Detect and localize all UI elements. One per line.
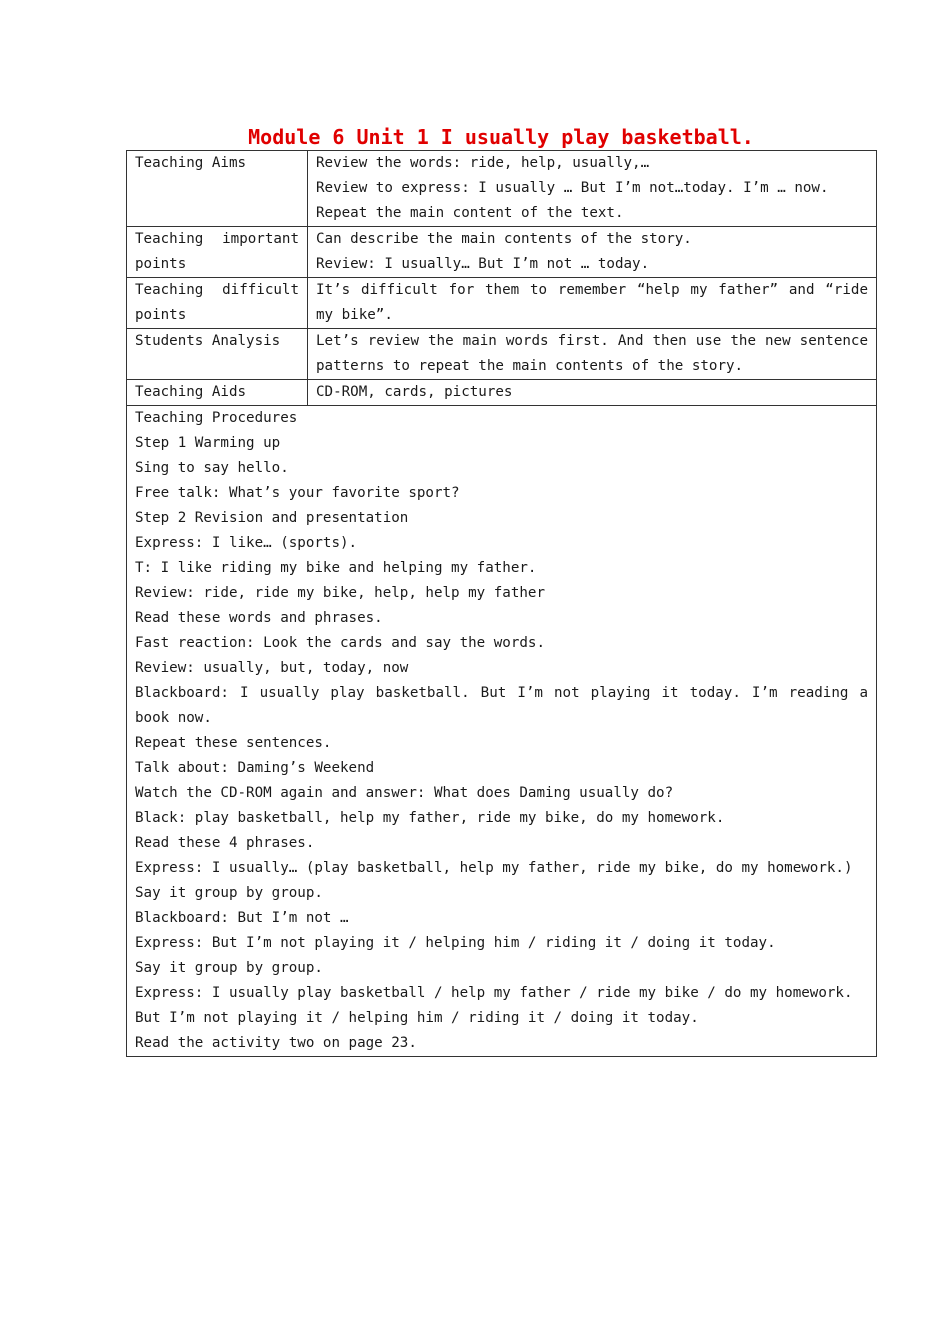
procedures-cell — [127, 406, 877, 1057]
row-label: Teaching Aids — [127, 380, 308, 406]
row-content — [308, 151, 877, 227]
row-label: Teaching important points — [127, 227, 308, 278]
row-content — [308, 278, 877, 329]
procedure-line: Express: I usually… (play basketball, help my father, ride my bike, do my homework.) — [135, 860, 853, 876]
content-line: Review to express: I usually … But I’m not…today. I’m … now. — [316, 180, 829, 196]
table-row — [127, 329, 877, 380]
content-line: Review: I usually… But I’m not … today. — [316, 256, 650, 272]
procedure-line: Express: I like… (sports). — [135, 535, 358, 551]
procedure-line: Step 1 Warming up — [135, 435, 281, 451]
procedure-line: Teaching Procedures — [135, 410, 298, 426]
procedure-line: Say it group by group. — [135, 885, 323, 901]
procedure-line: Say it group by group. — [135, 960, 323, 976]
row-label: Teaching difficult points — [127, 278, 308, 329]
procedure-line: T: I like riding my bike and helping my father. — [135, 560, 537, 576]
row-content — [308, 329, 877, 380]
procedure-line: Blackboard: I usually play basketball. But I’m not playing it today. I’m reading a book now. — [135, 685, 868, 726]
procedure-line: Talk about: Daming’s Weekend — [135, 760, 375, 776]
procedure-line: Repeat these sentences. — [135, 735, 332, 751]
content-line: CD-ROM, cards, pictures — [316, 384, 513, 400]
row-label: Students Analysis — [127, 329, 308, 380]
row-label: Teaching Aims — [127, 151, 308, 227]
procedure-line: Review: usually, but, today, now — [135, 660, 409, 676]
procedure-line: Review: ride, ride my bike, help, help my father — [135, 585, 545, 601]
lesson-plan-table — [126, 150, 877, 1057]
procedure-line: Free talk: What’s your favorite sport? — [135, 485, 460, 501]
content-line: Let’s review the main words first. And then use the new sentence patterns to repeat the main contents of the story. — [316, 333, 868, 374]
table-row — [127, 278, 877, 329]
table-row — [127, 151, 877, 227]
procedure-line: Sing to say hello. — [135, 460, 289, 476]
procedure-line: Read these 4 phrases. — [135, 835, 315, 851]
row-content — [308, 227, 877, 278]
row-content — [308, 380, 877, 406]
procedure-line: Step 2 Revision and presentation — [135, 510, 409, 526]
content-line: Can describe the main contents of the story. — [316, 231, 692, 247]
procedure-line: Express: I usually play basketball / help my father / ride my bike / do my homework. — [135, 985, 853, 1001]
content-line: Review the words: ride, help, usually,… — [316, 155, 650, 171]
procedure-line: Blackboard: But I’m not … — [135, 910, 349, 926]
table-row — [127, 227, 877, 278]
content-line: It’s difficult for them to remember “help my father” and “ride my bike”. — [316, 282, 868, 323]
table-row — [127, 380, 877, 406]
procedure-line: Fast reaction: Look the cards and say the words. — [135, 635, 545, 651]
procedure-line: Black: play basketball, help my father, ride my bike, do my homework. — [135, 810, 725, 826]
content-line: Repeat the main content of the text. — [316, 205, 624, 221]
page-title: Module 6 Unit 1 I usually play basketball. — [248, 125, 754, 149]
procedure-line: Watch the CD-ROM again and answer: What does Daming usually do? — [135, 785, 674, 801]
procedure-line: Read the activity two on page 23. — [135, 1035, 417, 1051]
procedure-line: Express: But I’m not playing it / helping him / riding it / doing it today. — [135, 935, 776, 951]
table-row-procedures — [127, 406, 877, 1057]
procedure-line: But I’m not playing it / helping him / riding it / doing it today. — [135, 1010, 699, 1026]
procedure-line: Read these words and phrases. — [135, 610, 383, 626]
